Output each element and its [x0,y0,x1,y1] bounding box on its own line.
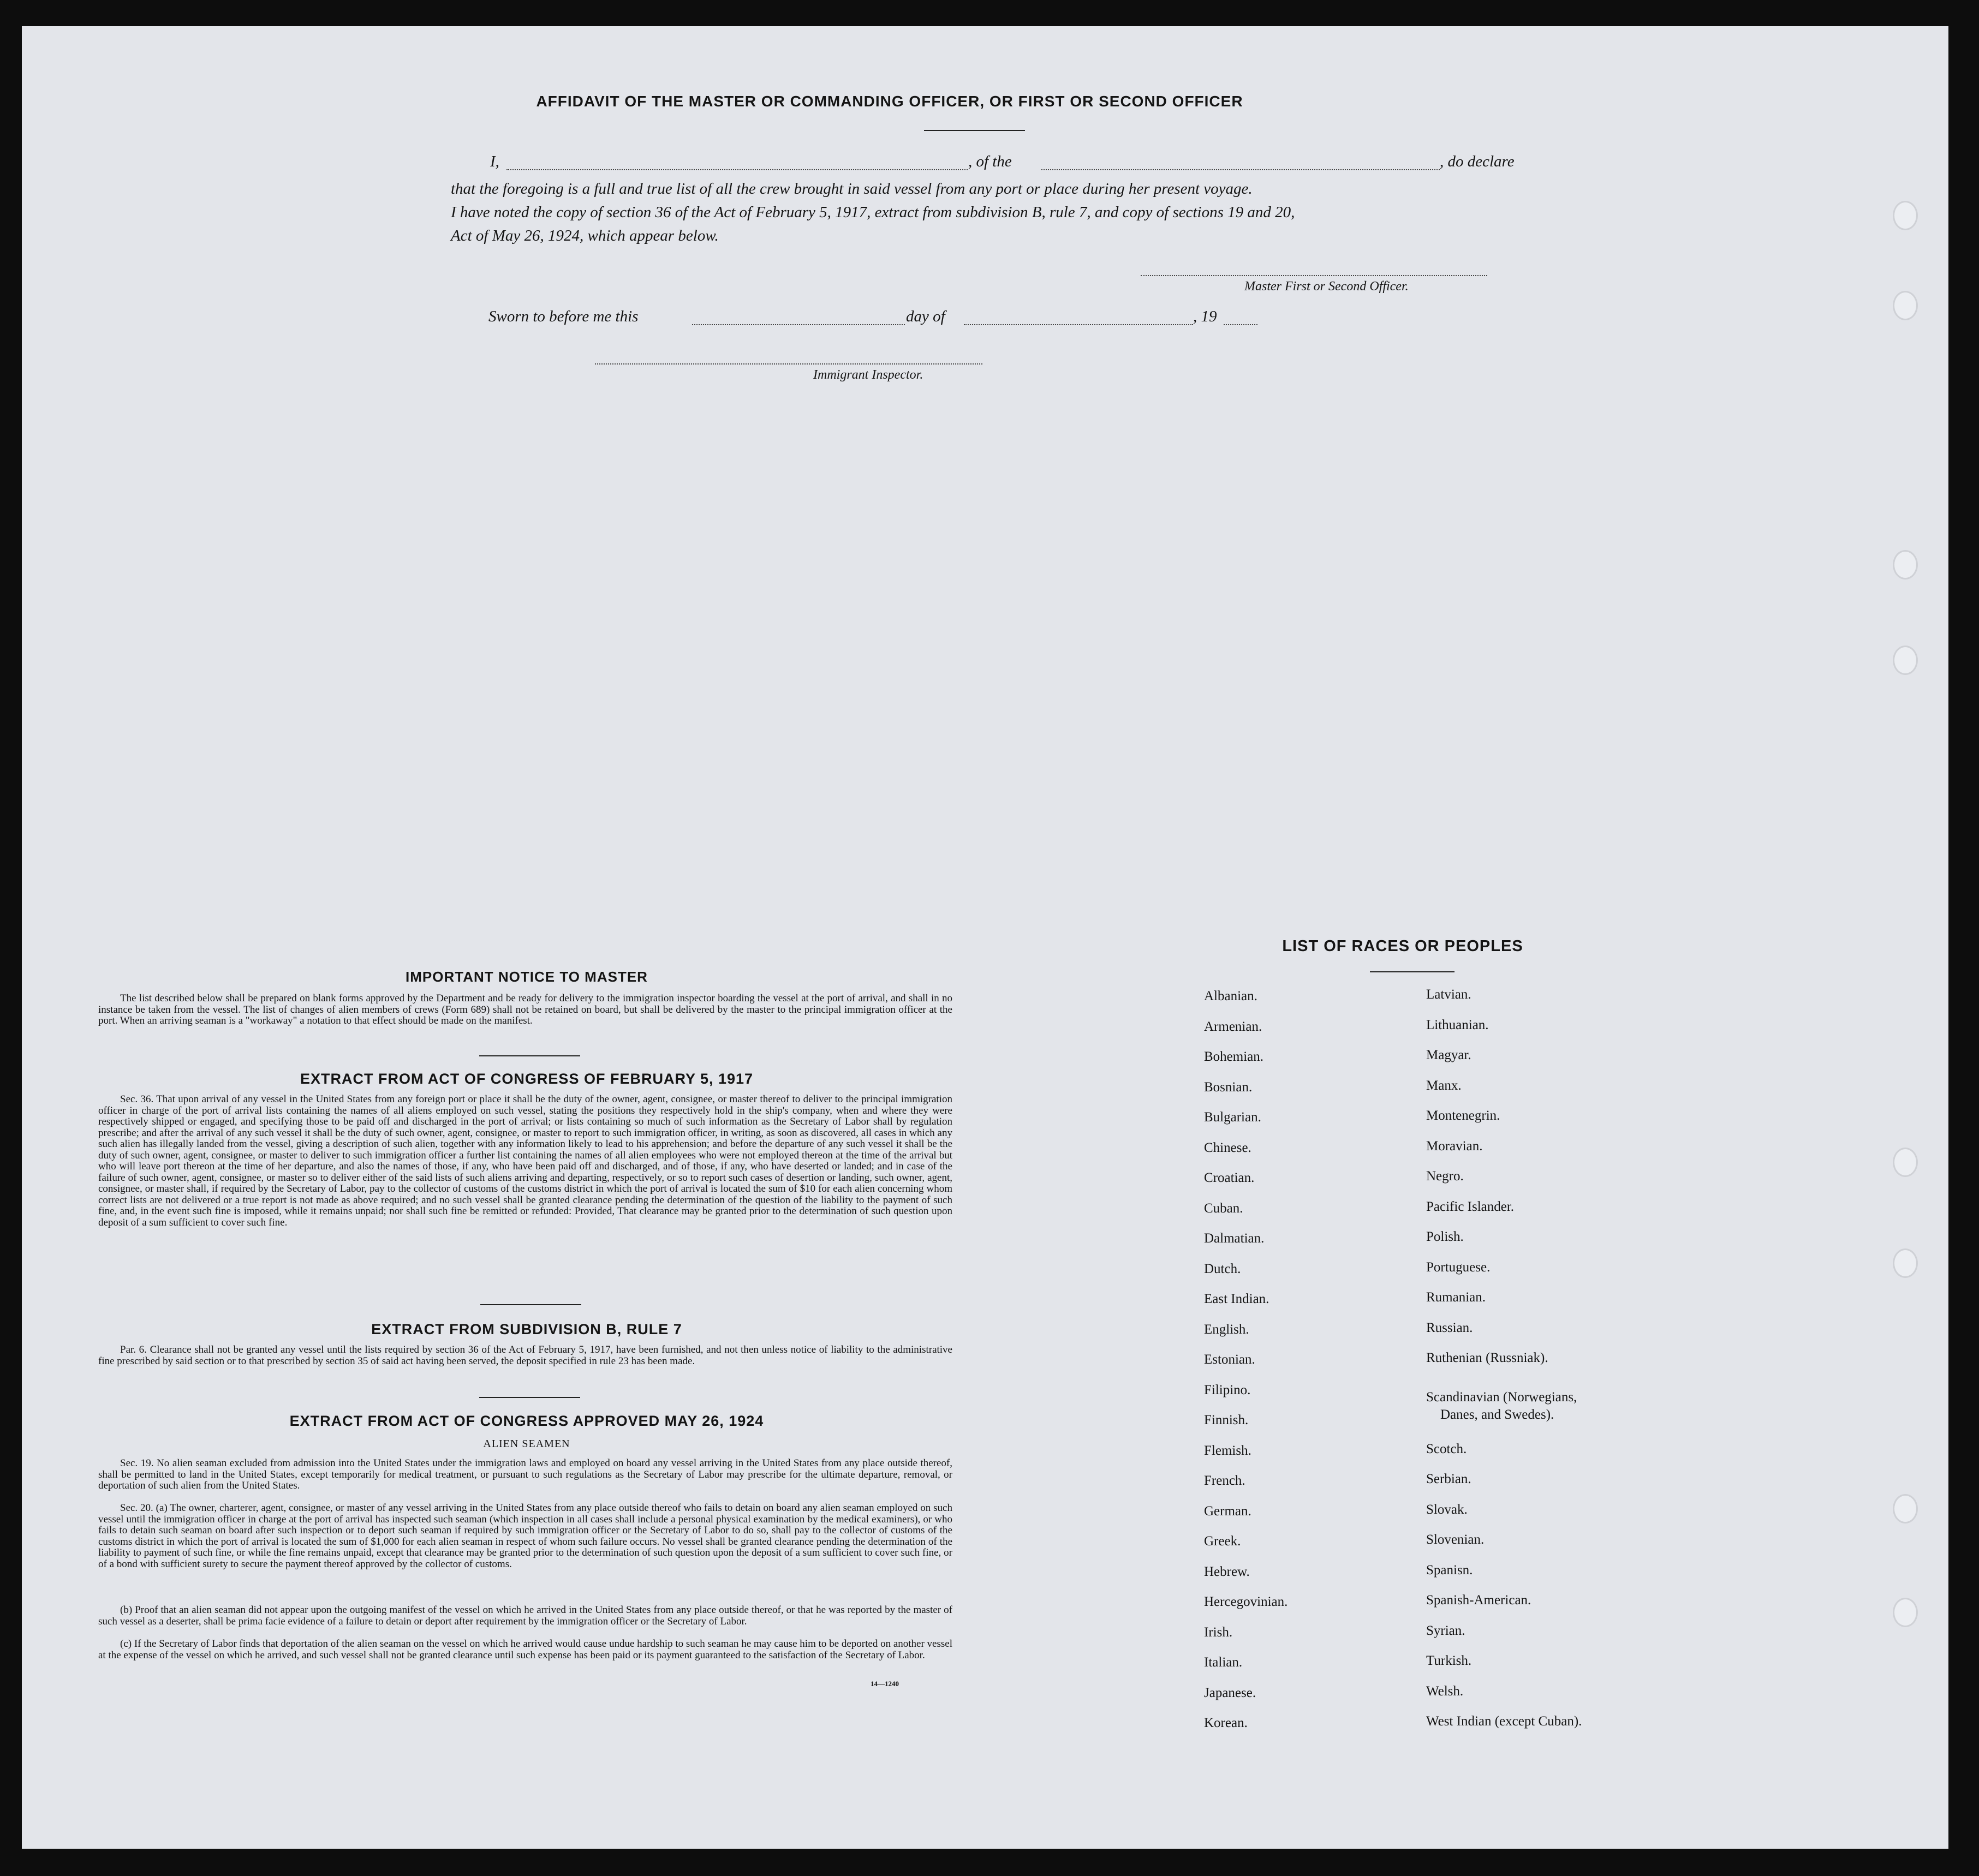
rule7-body: Par. 6. Clearance shall not be granted any vessel until the lists required by section 36 of the Act of February 5, 1917, have been furnished, and not then unless notice of liability to the administrative fine prescribed by said section or to that prescribed by section 35 of said act having been served, the deposit specified in rule 23 has been made. [98,1344,952,1367]
race-item: East Indian. [1204,1292,1269,1306]
binder-hole [1893,1148,1918,1177]
race-item: Flemish. [1204,1443,1251,1458]
race-item: Syrian. [1426,1623,1465,1638]
binder-hole [1893,1248,1918,1278]
race-item: German. [1204,1503,1251,1519]
race-item: Korean. [1204,1716,1248,1730]
race-item: Slovak. [1426,1502,1468,1517]
race-item: West Indian (except Cuban). [1426,1714,1582,1729]
race-item: Magyar. [1426,1048,1471,1062]
race-item: Spanish-American. [1426,1593,1531,1608]
sec19-body: Sec. 19. No alien seaman excluded from admission into the United States under the immigration laws and employed on board any vessel arriving in the United States from any place outside thereof, shall be permitted to land in the United States, except temporarily for medical treatment, or pursuant to such regulations as the Secretary of Labor may prescribe for the ultimate departure, removal, or deportation of such alien from the United States. [98,1457,952,1491]
race-item: Welsh. [1426,1683,1464,1699]
title-divider [924,130,1025,131]
race-item: Lithuanian. [1426,1017,1489,1032]
binder-hole [1893,646,1918,675]
binder-hole [1893,291,1918,320]
race-item: Greek. [1204,1534,1241,1549]
notice-divider [479,1055,580,1056]
race-item: Ruthenian (Russniak). [1426,1351,1548,1365]
affidavit-line-3: I have noted the copy of section 36 of the Act of February 5, 1917, extract from subdivision B, rule 7, and copy of sections 19 and 20, [451,204,1295,221]
race-item: Montenegrin. [1426,1108,1500,1123]
sworn-day-blank [692,324,905,325]
race-item: Finnish. [1204,1413,1249,1427]
extract-1917-divider [480,1304,581,1305]
sworn-day-of: day of [906,308,945,325]
sec20c-body: (c) If the Secretary of Labor finds that deportation of the alien seaman on the vessel on which he arrived would cause undue hardship to such seaman he may cause him to be deported on another vessel at the expense of the vessel on which he arrived, and such vessel shall not be granted clearance until such expense has been paid or its payment guaranteed to the satisfaction of the Secretary of Labor. [98,1638,952,1661]
sec20b-body: (b) Proof that an alien seaman did not appear upon the outgoing manifest of the vessel on which he arrived in the United States from any place outside thereof, or that he was reported by the master of such vessel as a deserter, shall be prima facie evidence of a failure to detain or deport after requirement by the immigration officer or the Secretary of Labor. [98,1604,952,1627]
rule7-title: EXTRACT FROM SUBDIVISION B, RULE 7 [371,1321,682,1337]
race-item: Rumanian. [1426,1290,1486,1305]
race-item: Latvian. [1426,987,1471,1002]
binder-hole [1893,201,1918,230]
race-item: Scandinavian (Norwegians, [1426,1390,1577,1405]
master-signature-line [1141,275,1487,276]
race-item: Manx. [1426,1078,1462,1093]
vessel-blank [1041,169,1440,170]
race-item: Polish. [1426,1229,1464,1244]
race-item: English. [1204,1322,1249,1337]
race-item: Russian. [1426,1320,1473,1335]
alien-seamen-subtitle: ALIEN SEAMEN [483,1438,570,1450]
race-item: Turkish. [1426,1653,1472,1668]
affidavit-line-4: Act of May 26, 1924, which appear below. [451,227,719,244]
affidavit-do-declare: , do declare [1440,153,1515,170]
race-item: Scotch. [1426,1441,1467,1456]
form-number: 14—1240 [871,1680,899,1688]
affidavit-i: I, [490,153,499,170]
race-item: Dalmatian. [1204,1231,1265,1246]
race-item: Chinese. [1204,1140,1251,1155]
notice-body: The list described below shall be prepared on blank forms approved by the Department and be ready for delivery to the immigration inspector boarding the vessel at the port of arrival, and shall in no instance be taken from the vessel. The list of changes of alien members of crews (Form 689) shall not be retained on board, but shall be delivered by the master to the principal immigration officer at the port. When an arriving seaman is a "workaway" a notation to that effect should be made on the manifest. [98,993,952,1026]
race-item: Hebrew. [1204,1564,1250,1579]
race-item: Bulgarian. [1204,1110,1261,1125]
race-item: Armenian. [1204,1019,1262,1034]
race-item: Cuban. [1204,1200,1243,1216]
races-divider [1370,971,1455,972]
binder-hole [1893,1598,1918,1627]
affidavit-title: AFFIDAVIT OF THE MASTER OR COMMANDING OFFICER, OR FIRST OR SECOND OFFICER [536,93,1243,110]
affidavit-of-the: , of the [968,153,1012,170]
inspector-caption: Immigrant Inspector. [813,368,923,382]
race-item: French. [1204,1473,1245,1488]
affidavit-line-1 [490,153,499,171]
races-title: LIST OF RACES OR PEOPLES [1282,937,1523,955]
race-item: Albanian. [1204,989,1257,1003]
race-item: Dutch. [1204,1261,1241,1276]
affidavit-line-2: that the foregoing is a full and true list of all the crew brought in said vessel from any port or place during her present voyage. [451,180,1253,198]
race-item: Serbian. [1426,1472,1471,1486]
notice-title: IMPORTANT NOTICE TO MASTER [406,969,648,985]
rule7-divider [479,1397,580,1398]
race-item: Estonian. [1204,1352,1255,1367]
sworn-year-blank [1224,324,1257,325]
binder-hole [1893,550,1918,579]
master-caption: Master First or Second Officer. [1244,279,1409,294]
sworn-year-prefix: , 19 [1193,308,1217,325]
race-item: Croatian. [1204,1170,1255,1185]
sworn-prefix: Sworn to before me this [488,308,639,325]
race-item: Hercegovinian. [1204,1594,1288,1609]
race-item: Danes, and Swedes). [1440,1407,1554,1422]
race-item: Irish. [1204,1624,1233,1640]
race-item: Pacific Islander. [1426,1199,1515,1214]
race-item: Slovenian. [1426,1532,1485,1547]
race-item: Negro. [1426,1169,1464,1184]
race-item: Moravian. [1426,1138,1483,1154]
name-blank [506,169,968,170]
binder-hole [1893,1494,1918,1523]
sworn-month-blank [964,324,1193,325]
race-item: Bosnian. [1204,1079,1253,1095]
race-item: Spanisn. [1426,1562,1473,1578]
extract-1917-body: Sec. 36. That upon arrival of any vessel in the United States from any foreign port or place it shall be the duty of the owner, agent, consignee, or master thereof to deliver to the principal immigration officer in charge of the port of arrival lists containing the names of all aliens employed on such vessel, stating the positions they respectively hold in the ship's company, when and where they were respectively shipped or engaged, and specifying those to be paid off and discharged in the port of arrival; or lists containing so much of such information as the Secretary of Labor shall by regulation prescribe; and after the arrival of any such vessel it shall be the duty of such owner, agent, consignee, or master to report to such immigration officer, in writing, as soon as discovered, all cases in which any such alien has illegally landed from the vessel, giving a description of such alien, together with any information likely to lead to his apprehension; and before the departure of any such vessel it shall be the duty of such owner, agent, consignee, or master to deliver to such immigration officer a further list containing the names of all alien employees who were not employed thereon at the time of the arrival but who will leave port thereon at the time of her departure, and also the names of those, if any, who have been paid off and discharged, and of those, if any, who have deserted or landed; and in case of the failure of such owner, agent, consignee, or master so to deliver either of the said lists of such aliens arriving and departing, respectively, or so to report such cases of desertion or landing, such owner, agent, consignee, or master shall, if required by the Secretary of Labor, pay to the collector of customs of the customs district in which the port of arrival is located the sum of $10 for each alien concerning whom correct lists are not delivered or a true report is not made as above required; and no such vessel shall be granted clearance pending the determination of the question of the liability to the payment of such fine, and, in the event such fine is imposed, while it remains unpaid; nor shall such fine be remitted or refunded: Provided, That clearance may be granted prior to the determination of such question upon deposit of a sum sufficient to cover such fine. [98,1094,952,1228]
document-page [22,26,1948,1849]
inspector-signature-line [595,363,982,365]
extract-1924-title: EXTRACT FROM ACT OF CONGRESS APPROVED MAY 26, 1924 [289,1413,764,1429]
sec20a-body: Sec. 20. (a) The owner, charterer, agent, consignee, or master of any vessel arriving in the United States from any place outside thereof who fails to detain on board any alien seaman employed on such vessel until the immigration officer in charge at the port of arrival has inspected such seaman (which inspection in all cases shall include a personal physical examination by the medical examiners), or who fails to detain such seaman on board after such inspection or to deport such seaman if required by such immigration officer or the Secretary of Labor to do so, shall pay to the collector of customs of the customs district in which the port of arrival is located the sum of $1,000 for each alien seaman in respect of whom such failure occurs. No vessel shall be granted clearance pending the determination of the liability to payment of such fine, or while the fine remains unpaid, except that clearance may be granted prior to the determination of such question upon the deposit of a sum sufficient to cover such fine, or of a bond with sufficient surety to secure the payment thereof approved by the collector of customs. [98,1502,952,1570]
race-item: Italian. [1204,1655,1243,1670]
extract-1917-title: EXTRACT FROM ACT OF CONGRESS OF FEBRUARY 5, 1917 [300,1071,754,1087]
race-item: Portuguese. [1426,1259,1491,1275]
race-item: Japanese. [1204,1685,1256,1700]
race-item: Bohemian. [1204,1049,1264,1064]
race-item: Filipino. [1204,1382,1251,1397]
